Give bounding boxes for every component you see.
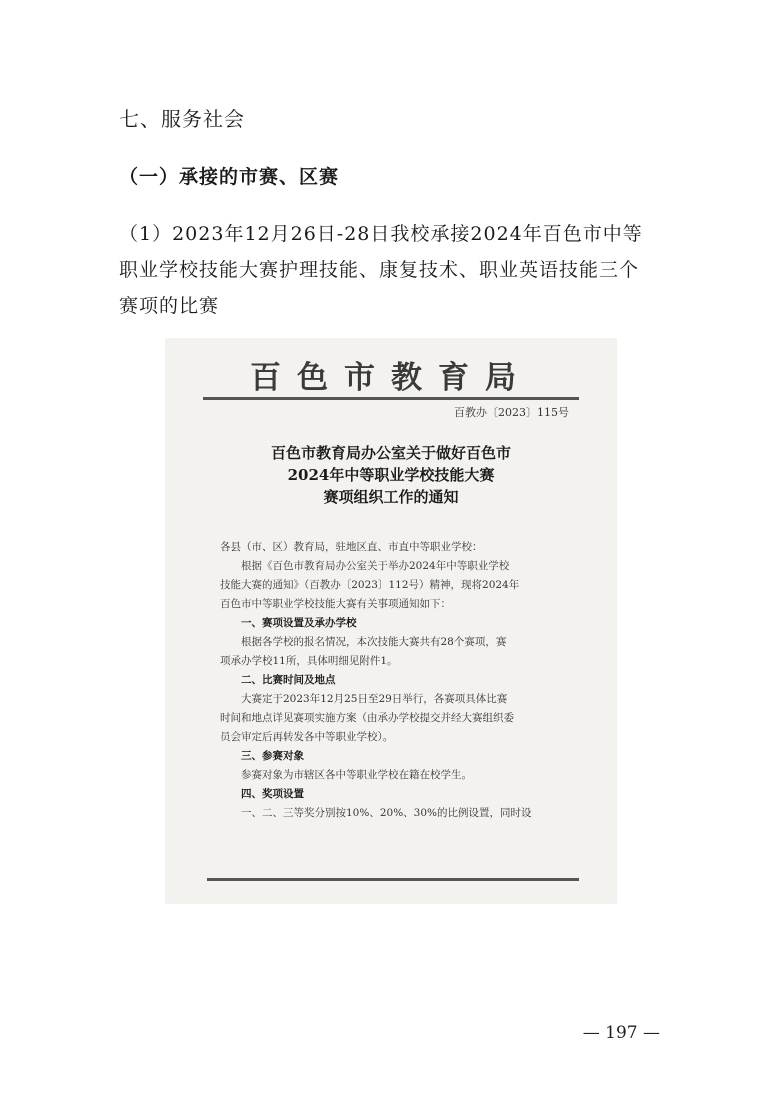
notice-body-line: 各县（市、区）教育局，驻地区直、市直中等职业学校： [220, 541, 483, 553]
footer-rule [207, 878, 579, 881]
notice-title-line: 2024年中等职业学校技能大赛 [287, 466, 495, 484]
notice-body-line: 员会审定后再转发各中等职业学校）。 [220, 731, 394, 743]
notice-body-line: 技能大赛的通知》（百教办〔2023〕112号）精神，现将2024年 [220, 579, 520, 591]
notice-body-line: 根据《百色市教育局办公室关于举办2024年中等职业学校 [241, 560, 510, 572]
notice-heading: 三、参赛对象 [241, 750, 304, 762]
subsection-title: （一）承接的市赛、区赛 [119, 166, 340, 188]
notice-heading: 二、比赛时间及地点 [241, 674, 336, 686]
paragraph-line: 赛项的比赛 [119, 295, 220, 317]
paragraph-line: （1）2023年12月26日-28日我校承接2024年百色市中等 [119, 223, 643, 245]
notice-body-line: 根据各学校的报名情况，本次技能大赛共有28个赛项，赛 [241, 636, 507, 648]
notice-title-line: 赛项组织工作的通知 [323, 488, 459, 506]
scanned-notice-image [165, 338, 617, 904]
document-number: 百教办〔2023〕115号 [454, 406, 569, 419]
paragraph-line: 职业学校技能大赛护理技能、康复技术、职业英语技能三个 [119, 259, 640, 281]
header-rule [203, 397, 579, 400]
notice-heading: 四、奖项设置 [241, 788, 304, 800]
body-paragraph [119, 216, 679, 324]
notice-title-line: 百色市教育局办公室关于做好百色市 [270, 444, 511, 462]
notice-body-line: 时间和地点详见赛项实施方案（由承办学校提交并经大赛组织委 [220, 712, 514, 724]
notice-body [220, 538, 585, 823]
notice-body-line: 一、二、三等奖分别按10%、20%、30%的比例设置，同时设 [241, 807, 532, 819]
notice-body-line: 项承办学校11所，具体明细见附件1。 [220, 655, 398, 667]
issuing-agency-header: 百色市教育局 [250, 360, 532, 396]
notice-title [165, 442, 617, 508]
notice-heading: 一、赛项设置及承办学校 [241, 617, 357, 629]
notice-body-line: 百色市中等职业学校技能大赛有关事项通知如下： [220, 598, 451, 610]
page-number: — 197 — [582, 1023, 660, 1043]
notice-body-line: 参赛对象为市辖区各中等职业学校在籍在校学生。 [241, 769, 472, 781]
notice-body-line: 大赛定于2023年12月25日至29日举行，各赛项具体比赛 [241, 693, 508, 705]
section-title: 七、服务社会 [119, 107, 245, 131]
